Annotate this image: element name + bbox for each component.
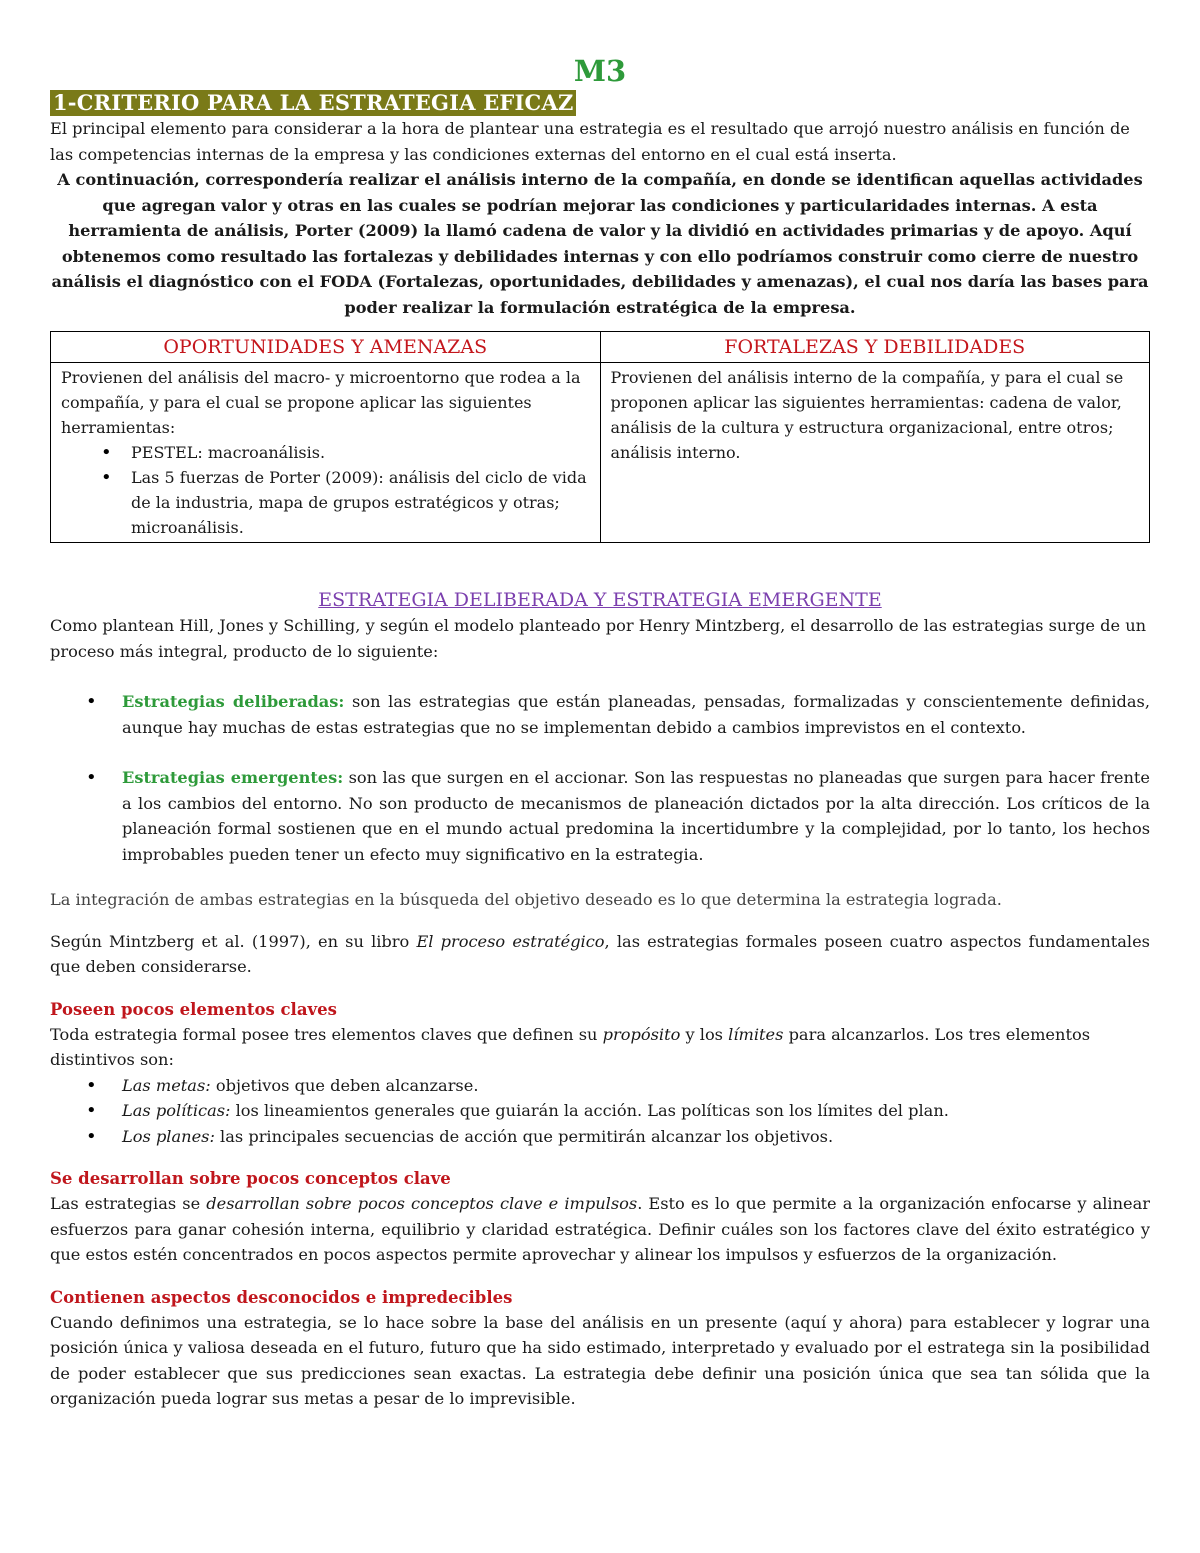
mintzberg-post: , las estrategias formales poseen cuatro aspectos fundamentales que deben considerarse. <box>50 931 1150 976</box>
aspect2-pre: Las estrategias se <box>50 1194 207 1213</box>
list-item-planes <box>122 1124 1150 1150</box>
section2-intro: Como plantean Hill, Jones y Schilling, y según el modelo planteado por Henry Mintzberg, el desarrollo de las estrategias surge de un proceso más integral, producto de lo siguiente: <box>50 616 1147 661</box>
foda-cell-fortalezas-text: Provienen del análisis interno de la compañía, y para el cual se proponen aplicar las siguientes herramientas: cadena de valor, análisis de la cultura y estructura organizacional, entre otros; análisis interno. <box>610 368 1124 462</box>
foda-cell-oportunidades <box>51 363 601 543</box>
desc-emergentes: son las que surgen en el accionar. Son las respuestas no planeadas que surgen para hacer frente a los cambios del entorno. No son producto de mecanismos de planeación dictados por la alta dirección. Los críticos de la planeación formal sostienen que en el mundo actual predomina la incertidumbre y la complejidad, por lo tanto, los hechos improbables pueden tener un efecto muy significativo en la estrategia. <box>122 768 1150 864</box>
desc-deliberadas: son las estrategias que están planeadas, pensadas, formalizadas y conscientemente definidas, aunque hay muchas de estas estrategias que no se implementan debido a cambios imprevistos en el contexto. <box>122 692 1150 737</box>
list-item: • PESTEL: macroanálisis. <box>131 440 590 465</box>
aspect2-post: . Esto es lo que permite a la organización enfocarse y alinear esfuerzos para ganar cohesión interna, equilibrio y claridad estratégica. Definir cuáles son los factores clave del éxito estratégico y que estos estén concentrados en pocos aspectos permite aprovechar y alinear los impulsos y esfuerzos de la organización. <box>50 1194 1151 1264</box>
integration-paragraph: La integración de ambas estrategias en la búsqueda del objetivo deseado es lo que determina la estrategia lograda. <box>50 890 1002 909</box>
aspect1-em2: límites <box>728 1024 784 1044</box>
list-item-politicas <box>122 1098 1150 1124</box>
foda-header-oportunidades: OPORTUNIDADES Y AMENAZAS <box>51 332 601 363</box>
foda-cell-fortalezas <box>600 363 1150 543</box>
section1-intro: El principal elemento para considerar a la hora de plantear una estrategia es el resultado que arrojó nuestro análisis en función de las competencias internas de la empresa y las condiciones externas del entorno en el cual está inserta. <box>50 119 1130 164</box>
term-planes: Los planes: <box>122 1126 215 1146</box>
document-page <box>50 52 1150 1412</box>
section1-bold-paragraph: A continuación, correspondería realizar el análisis interno de la compañía, en donde se identifican aquellas actividades que agregan valor y otras en las cuales se podrían mejorar las condiciones y particularidades internas. A esta herramienta de análisis, Porter (2009) la llamó cadena de valor y la dividió en actividades primarias y de apoyo. Aquí obtenemos como resultado las fortalezas y debilidades internas y con ello podríamos construir como cierre de nuestro análisis el diagnóstico con el FODA (Fortalezas, oportunidades, debilidades y amenazas), el cual nos daría las bases para poder realizar la formulación estratégica de la empresa. <box>51 170 1149 317</box>
section2-heading: ESTRATEGIA DELIBERADA Y ESTRATEGIA EMERGENTE <box>318 589 882 611</box>
aspect3-paragraph: Cuando definimos una estrategia, se lo hace sobre la base del análisis en un presente (aquí y ahora) para establecer y lograr una posición única y valiosa deseada en el futuro, futuro que ha sido estimado, interpretado y evaluado por el estratega sin la posibilidad de poder establecer que sus predicciones sean exactas. La estrategia debe definir una posición única que sea tan sólida que la organización pueda lograr sus metas a pesar de lo imprevisible. <box>50 1312 1150 1408</box>
foda-tools-list <box>61 440 590 540</box>
term-politicas: Las políticas: <box>122 1101 231 1120</box>
aspect3-heading: Contienen aspectos desconocidos e impredecibles <box>50 1287 513 1307</box>
aspect2-paragraph <box>50 1191 1150 1268</box>
list-item-deliberadas <box>122 689 1150 740</box>
list-item: • Las 5 fuerzas de Porter (2009): análisis del ciclo de vida de la industria, mapa de grupos estratégicos y otras; microanálisis. <box>131 465 590 540</box>
foda-cell-oportunidades-text: Provienen del análisis del macro- y microentorno que rodea a la compañía, y para el cual se propone aplicar las siguientes herramientas: <box>61 368 581 437</box>
aspect1-pre: Toda estrategia formal posee tres elementos claves que definen su <box>50 1024 603 1044</box>
term-deliberadas: Estrategias deliberadas: <box>122 692 345 711</box>
desc-politicas: los lineamientos generales que guiarán la acción. Las políticas son los límites del plan. <box>230 1101 949 1120</box>
aspect2-em: desarrollan sobre pocos conceptos clave e impulsos <box>206 1194 638 1213</box>
section-heading-criterio: 1-CRITERIO PARA LA ESTRATEGIA EFICAZ <box>50 90 576 116</box>
aspect1-heading: Poseen pocos elementos claves <box>50 999 337 1019</box>
term-emergentes: Estrategias emergentes: <box>122 768 344 787</box>
aspect2-heading: Se desarrollan sobre pocos conceptos clave <box>50 1169 451 1188</box>
elements-list <box>50 1073 1150 1150</box>
mintzberg-pre: Según Mintzberg et al. (1997), en su libro <box>50 931 417 951</box>
foda-table <box>50 331 1150 543</box>
list-item-emergentes <box>122 765 1150 867</box>
aspect1-paragraph <box>50 1022 1150 1073</box>
aspect1-post: para alcanzarlos. Los tres elementos distintivos son: <box>50 1024 1090 1069</box>
list-item-metas <box>122 1073 1150 1099</box>
document-title: M3 <box>573 54 627 88</box>
foda-header-fortalezas: FORTALEZAS Y DEBILIDADES <box>600 332 1150 363</box>
desc-planes: las principales secuencias de acción que permitirán alcanzar los objetivos. <box>214 1126 834 1146</box>
book-title: El proceso estratégico <box>416 931 605 951</box>
strategy-types-list <box>50 689 1150 867</box>
mintzberg-paragraph <box>50 929 1150 980</box>
term-metas: Las metas: <box>122 1075 211 1095</box>
aspect1-em1: propósito <box>602 1024 681 1044</box>
desc-metas: objetivos que deben alcanzarse. <box>210 1075 479 1095</box>
aspect1-mid: y los <box>680 1024 729 1044</box>
section-heading-wrap <box>50 90 1150 116</box>
